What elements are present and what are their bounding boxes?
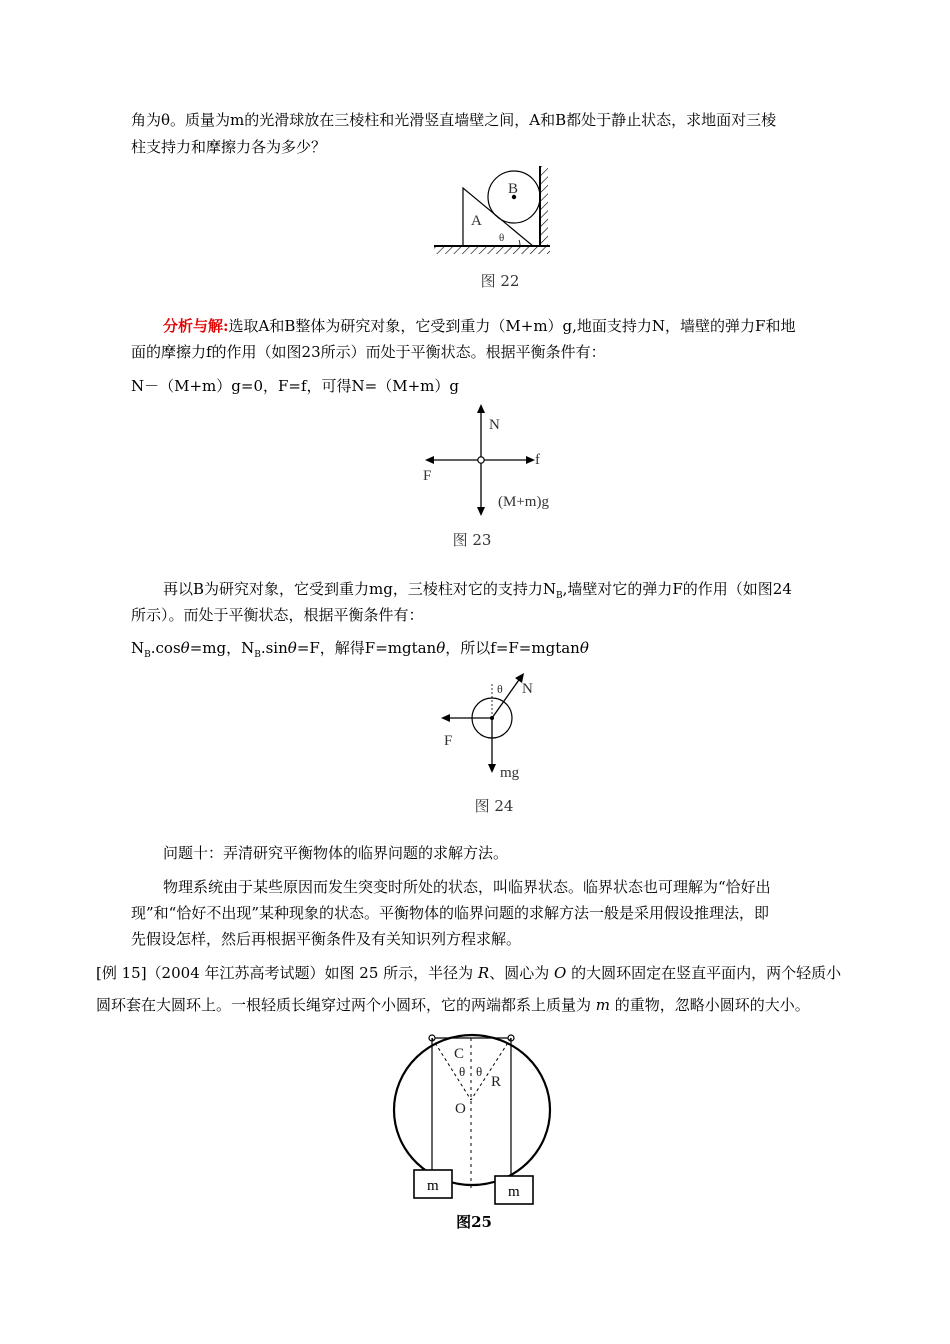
analysis-heading: 分析与解:	[163, 317, 229, 335]
arrow-weight	[477, 507, 485, 516]
label-b: B	[508, 181, 519, 197]
equation-1: N－（M+m）g=0，F=f，可得N=（M+m）g	[131, 377, 459, 395]
problem-10-body-1: 物理系统由于某些原因而发生突变时所处的状态，叫临界状态。临界状态也可理解为“恰好出	[163, 878, 771, 896]
ground-hatching	[434, 246, 550, 254]
force-origin	[478, 457, 484, 463]
arrow-f	[441, 714, 450, 722]
wall-hatching	[540, 166, 548, 246]
example-15-line-1: [例 15]（2004 年江苏高考试题）如图 25 所示，半径为 R、圆心为 O 的大圆环固定在竖直平面内，两个轻质小	[96, 964, 842, 982]
label-o: O	[455, 1101, 466, 1117]
problem-10-body-2: 现”和“恰好不出现”某种现象的状态。平衡物体的临界问题的求解方法一般是采用假设推理法，即	[131, 904, 770, 922]
label-weight: (M+m)g	[498, 494, 549, 510]
figure-22-caption: 图 22	[480, 272, 520, 290]
problem-text-line-2: 柱支持力和摩擦力各为多少？	[131, 138, 327, 156]
figure-23	[415, 400, 575, 520]
b-analysis-line-1: 再以B为研究对象，它受到重力mg，三棱柱对它的支持力$N_B$,墙壁对它的弹力F的作用（如图24	[163, 580, 792, 601]
big-ring	[394, 1035, 550, 1185]
label-c: C	[454, 1046, 465, 1062]
label-theta-right: θ	[476, 1064, 483, 1079]
label-m-right: m	[508, 1184, 520, 1200]
figure-22	[420, 160, 570, 270]
arrow-n	[477, 404, 485, 413]
analysis-line-1	[163, 316, 795, 336]
arrow-f-big	[425, 456, 434, 464]
label-f: F	[444, 733, 453, 749]
label-theta: θ	[499, 232, 505, 244]
label-f-big: F	[423, 468, 432, 484]
figure-24-caption: 图 24	[474, 797, 514, 815]
problem-text-line-1: 角为θ。质量为m的光滑球放在三棱柱和光滑竖直墙壁之间，A和B都处于静止状态，求地面对三棱	[131, 111, 777, 129]
label-a: A	[471, 213, 482, 229]
problem-10-title: 问题十：弄清研究平衡物体的临界问题的求解方法。	[163, 844, 509, 862]
figure-24	[430, 668, 560, 788]
label-mg: mg	[500, 765, 520, 781]
analysis-line-1-text: 选取A和B整体为研究对象，它受到重力（M+m）g,地面支持力N，墙壁的弹力F和地	[228, 317, 796, 335]
figure-25-caption: 图25	[456, 1213, 492, 1231]
figure-25	[390, 1028, 560, 1208]
arrow-mg	[488, 764, 496, 773]
label-theta-left: θ	[459, 1064, 466, 1079]
arrow-f-small	[526, 456, 535, 464]
label-f-small: f	[535, 452, 540, 468]
label-theta: θ	[497, 682, 503, 696]
label-r: R	[491, 1074, 502, 1090]
label-n: N	[489, 417, 500, 433]
b-analysis-line-2: 所示）。而处于平衡状态，根据平衡条件有：	[131, 606, 424, 624]
equation-2: $N_B.\cos\theta=mg$，$N_B.\sin\theta=F$，解得F=mgtanθ，所以f=F=mgtanθ	[131, 639, 589, 660]
label-m-left: m	[427, 1178, 439, 1194]
problem-10-body-3: 先假设怎样，然后再根据平衡条件及有关知识列方程求解。	[131, 930, 522, 948]
example-15-line-2: 圆环套在大圆环上。一根轻质长绳穿过两个小圆环，它的两端都系上质量为 m 的重物，忽略小圆环的大小。	[96, 996, 810, 1014]
analysis-line-2: 面的摩擦力f的作用（如图23所示）而处于平衡状态。根据平衡条件有：	[131, 343, 606, 361]
figure-23-caption: 图 23	[452, 531, 492, 549]
label-n: N	[522, 681, 533, 697]
